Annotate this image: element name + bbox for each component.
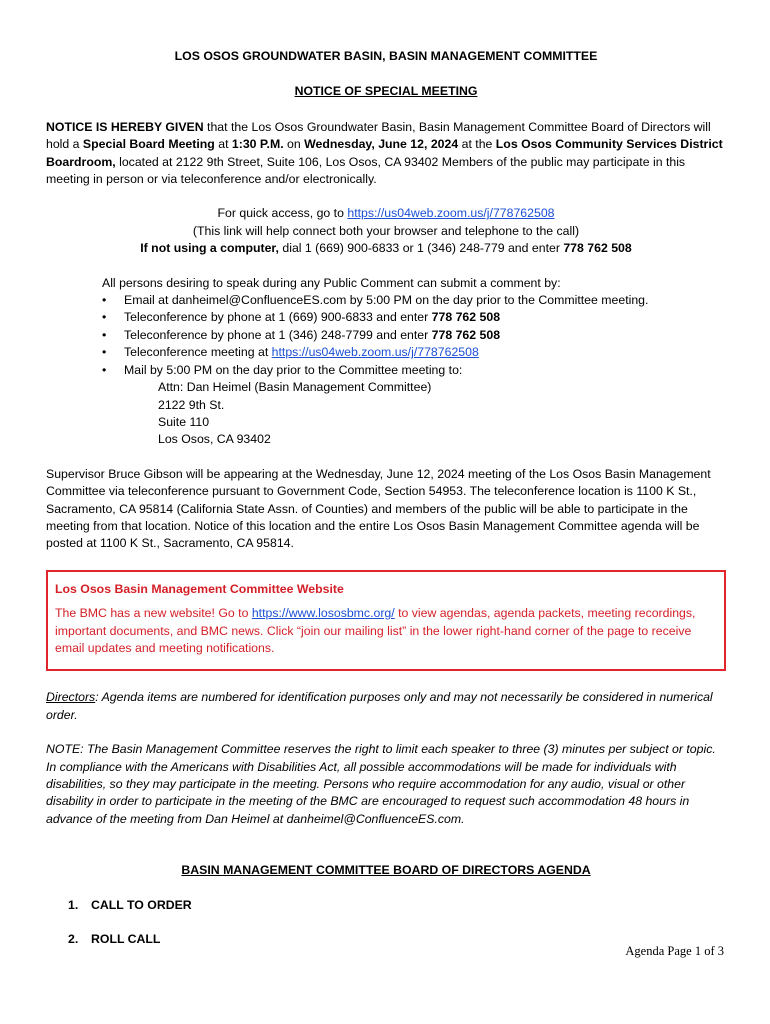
zoom-link[interactable]: https://us04web.zoom.us/j/778762508 — [347, 206, 555, 221]
meeting-id: 778 762 508 — [431, 327, 501, 342]
notice-text: at — [214, 137, 232, 152]
meeting-time: 1:30 P.M. — [231, 137, 284, 152]
website-box-text — [55, 605, 717, 657]
notice-text: on — [283, 137, 305, 152]
notice-heading: NOTICE OF SPECIAL MEETING — [294, 84, 478, 99]
notice-lead: NOTICE IS HEREBY GIVEN — [46, 119, 204, 134]
public-comment-section — [102, 275, 726, 449]
link-explanation: (This link will help connect both your browser and telephone to the call) — [192, 223, 580, 238]
agenda-item-number: 2. — [68, 932, 79, 947]
notice-text: that the Los Osos Groundwater Basin, Basin Management Committee Board of Directors will hold a — [46, 119, 711, 152]
website-text: The BMC has a new website! Go to — [55, 606, 252, 621]
dial-in-lead: If not using a computer, — [140, 241, 279, 256]
address-line: Los Osos, CA 93402 — [158, 432, 271, 447]
notice-paragraph — [46, 119, 726, 189]
notice-text: at the — [458, 137, 496, 152]
zoom-link[interactable]: https://us04web.zoom.us/j/778762508 — [271, 345, 479, 360]
meeting-venue: Los Osos Community Services District Boardroom, — [46, 137, 723, 169]
website-box-title: Los Osos Basin Management Committee Website — [55, 581, 344, 596]
list-item: • Email at danheimel@ConfluenceES.com by 5:00 PM on the day prior to the Committee meeting. — [124, 292, 726, 309]
document-title: LOS OSOS GROUNDWATER BASIN, BASIN MANAGEMENT COMMITTEE — [174, 49, 598, 63]
website-link[interactable]: https://www.lososbmc.org/ — [251, 606, 395, 621]
agenda-item-number: 1. — [68, 897, 79, 912]
address-line: 2122 9th St. — [158, 397, 225, 412]
list-item — [124, 344, 726, 361]
meeting-date: Wednesday, June 12, 2024 — [304, 137, 459, 152]
access-section — [46, 205, 726, 257]
website-text: to view agendas, agenda packets, meeting recordings, important documents, and BMC news. Click “join our mailing list” in the lower right-hand corner of the page to receive email updates and meeting notifications. — [55, 606, 696, 655]
list-item — [124, 309, 726, 326]
directors-note — [46, 689, 726, 724]
meeting-type: Special Board Meeting — [82, 137, 215, 152]
directors-label: Directors — [46, 690, 96, 705]
public-comment-intro: All persons desiring to speak during any Public Comment can submit a comment by: — [102, 275, 561, 290]
meeting-text: Teleconference meeting at — [124, 345, 272, 360]
agenda-heading: BASIN MANAGEMENT COMMITTEE BOARD OF DIRECTORS AGENDA — [181, 863, 591, 878]
website-callout-box — [46, 570, 726, 672]
list-item — [124, 327, 726, 344]
notice-text: located at 2122 9th Street, Suite 106, Los Osos, CA 93402 Members of the public may participate in this meeting in person or via teleconference and/or electronically. — [46, 154, 686, 187]
dial-in-text: dial 1 (669) 900-6833 or 1 (346) 248-779 and enter — [278, 241, 564, 256]
address-line: Suite 110 — [158, 414, 210, 429]
supervisor-paragraph: Supervisor Bruce Gibson will be appearing at the Wednesday, June 12, 2024 meeting of the Los Osos Basin Management Committee via teleconference pursuant to Government Code, Section 54953. The teleconference location is 1100 K St., Sacramento, CA 95814 (California State Assn. of Counties) and members of the public will be able to participate in the meeting from that location. Notice of this location and the entire Los Osos Basin Management Committee agenda will be posted at 1100 K St., Sacramento, CA 95814. — [46, 466, 711, 551]
agenda-item-label: CALL TO ORDER — [91, 897, 192, 912]
agenda-item-call-to-order — [68, 897, 726, 914]
address-line: Attn: Dan Heimel (Basin Management Committee) — [158, 380, 432, 395]
meeting-id: 778 762 508 — [431, 310, 501, 325]
ada-note-paragraph: NOTE: The Basin Management Committee reserves the right to limit each speaker to three (3) minutes per subject or topic. In compliance with the Americans with Disabilities Act, all possible accommodations will be made for individuals with disabilities, so they may participate in the meeting. Persons who require accommodation for any audio, visual or other disability in order to participate in the meeting of the BMC are encouraged to request such accommodation 48 hours in advance of the meeting from Dan Heimel at danheimel@ConfluenceES.com. — [46, 742, 716, 826]
dial-in-line — [46, 240, 726, 257]
meeting-id: 778 762 508 — [563, 241, 632, 256]
comment-methods-list — [102, 292, 726, 379]
quick-access-line — [46, 205, 726, 222]
agenda-item-label: ROLL CALL — [91, 932, 161, 947]
quick-access-text: For quick access, go to — [217, 206, 348, 221]
directors-text: : Agenda items are numbered for identification purposes only and may not necessarily be considered in numerical order. — [46, 690, 713, 722]
document-page — [46, 46, 726, 948]
mailing-address — [158, 379, 726, 449]
list-item: • Mail by 5:00 PM on the day prior to the Committee meeting to: — [124, 362, 726, 379]
phone-text: Teleconference by phone at 1 (346) 248-7799 and enter — [124, 327, 432, 342]
page-number-footer: Agenda Page 1 of 3 — [625, 944, 724, 958]
phone-text: Teleconference by phone at 1 (669) 900-6833 and enter — [124, 310, 432, 325]
